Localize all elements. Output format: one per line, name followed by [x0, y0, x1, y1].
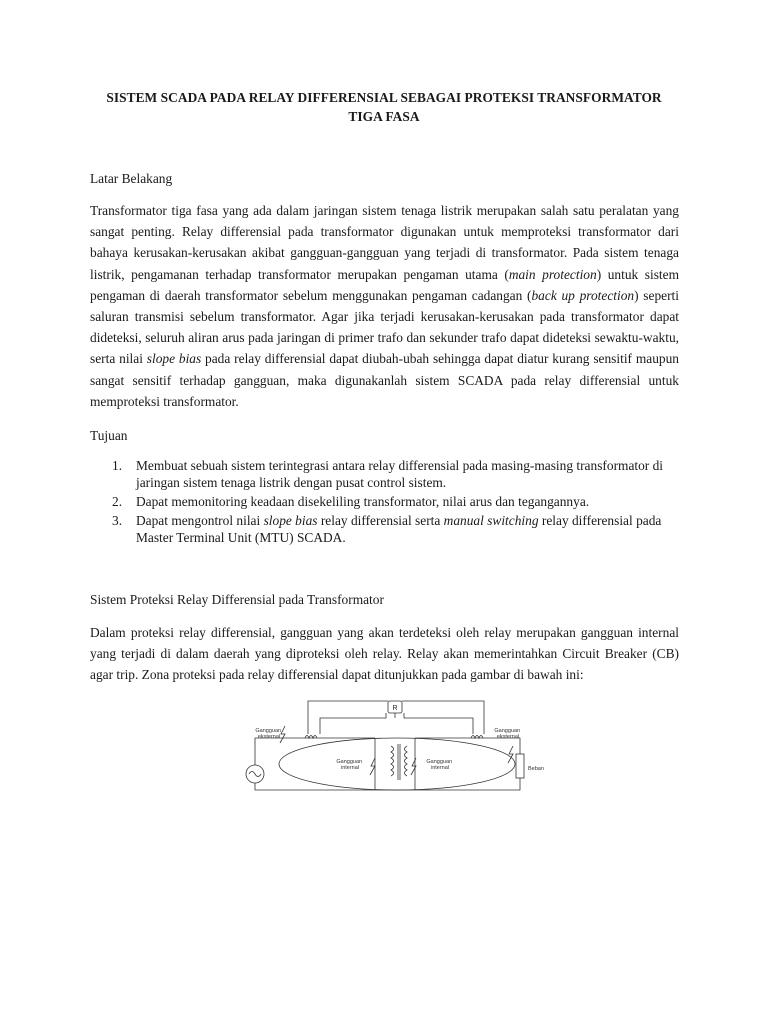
- para-text: ) seperti saluran transmisi sebelum transformator. Agar jika terjadi kerusakan-kerusakan pada transformator dapat dideteksi, seluruh aliran arus pada jaringan di primer trafo dan sekunder trafo dapat dideteksi sewaktu-waktu, serta nilai: [90, 287, 679, 367]
- title-line-2: TIGA FASA: [348, 108, 420, 124]
- label-line: eksternal: [257, 734, 281, 740]
- label-line: eksternal: [496, 734, 520, 740]
- load-label: Beban: [528, 766, 544, 772]
- list-text: Dapat memonitoring keadaan disekeliling transformator, nilai arus dan tegangannya.: [136, 494, 590, 509]
- list-text-part: Dapat mengontrol nilai: [136, 513, 264, 528]
- document-title: [60, 89, 708, 126]
- section-heading-tujuan: Tujuan: [90, 428, 128, 443]
- list-number: 3.: [112, 513, 123, 528]
- para-text: ) untuk sistem pengaman di daerah transformator sebelum menggunakan pengaman cadangan (: [90, 266, 679, 303]
- list-text-italic: manual switching: [443, 513, 539, 528]
- external-fault-label-right: [494, 728, 521, 740]
- label-line: internal: [340, 765, 360, 771]
- para-italic: slope bias: [146, 351, 202, 367]
- para-italic: back up protection: [531, 287, 635, 303]
- lightning-icon: [370, 758, 375, 775]
- list-item: [90, 457, 690, 491]
- label-line: Gangguan: [336, 759, 363, 765]
- list-text-part: relay differensial pada Master Terminal Unit (MTU) SCADA.: [136, 513, 662, 545]
- label-line: Gangguan: [255, 728, 282, 734]
- transformer-primary-winding: [391, 746, 394, 776]
- paragraph-sistem-proteksi: Dalam proteksi relay differensial, gangguan yang akan terdeteksi oleh relay merupakan gangguan internal yang terjadi di dalam daerah yang diproteksi oleh relay. Relay akan memerintahkan Circuit Breaker (CB) agar trip. Zona proteksi pada relay differensial dapat ditunjukkan pada gambar di bawah ini:: [90, 625, 679, 683]
- para-italic: main protection: [508, 266, 597, 282]
- list-text: [136, 513, 661, 545]
- list-item: [90, 493, 690, 510]
- para-text: pada relay differensial dapat diubah-ubah sehingga dapat diatur kurang sensitif maupun sangat sensitif terhadap gangguan, maka digunakanlah sistem SCADA pada relay differensial untuk memproteksi transformator.: [90, 351, 679, 409]
- load-resistor: [516, 754, 524, 778]
- external-fault-label-left: [255, 728, 282, 740]
- label-line: internal: [430, 765, 450, 771]
- list-number: 2.: [112, 494, 123, 509]
- internal-fault-label-right: [426, 759, 453, 771]
- section-heading-sistem-proteksi: Sistem Proteksi Relay Differensial pada Transformator: [90, 592, 384, 607]
- para-text: Transformator tiga fasa yang ada dalam jaringan sistem tenaga listrik merupakan salah satu peralatan yang sangat penting. Relay differensial pada transformator digunakan untuk memproteksi transformator dari bahaya kerusakan-kerusakan akibat gangguan-gangguan yang terjadi di transformator. Pada sistem tenaga listrik, pengamanan terhadap transformator merupakan pengaman utama (: [90, 203, 679, 282]
- label-line: Gangguan: [426, 759, 453, 765]
- differential-relay-diagram: [225, 688, 545, 800]
- generator-source: [246, 765, 264, 783]
- tujuan-list: [90, 457, 690, 548]
- list-text-part: relay differensial serta: [317, 513, 444, 528]
- title-line-1: SISTEM SCADA PADA RELAY DIFFERENSIAL SEBAGAI PROTEKSI TRANSFORMATOR: [106, 90, 662, 105]
- list-text-italic: slope bias: [263, 513, 318, 528]
- list-number: 1.: [112, 458, 123, 473]
- paragraph-latar-belakang: [90, 200, 679, 412]
- list-item: [90, 512, 690, 546]
- transformer-secondary-winding: [405, 746, 408, 776]
- protection-zone: [279, 738, 515, 790]
- list-text: Membuat sebuah sistem terintegrasi antara relay differensial pada masing-masing transformator di jaringan sistem tenaga listrik dengan pusat control sistem.: [136, 458, 664, 490]
- section-heading-latar-belakang: Latar Belakang: [90, 171, 173, 186]
- relay-label: R: [392, 705, 398, 712]
- lightning-icon: [508, 746, 513, 763]
- transformer-core: [398, 744, 400, 780]
- label-line: Gangguan: [494, 728, 521, 734]
- relay-box: [388, 701, 402, 713]
- internal-fault-label-left: [336, 759, 363, 771]
